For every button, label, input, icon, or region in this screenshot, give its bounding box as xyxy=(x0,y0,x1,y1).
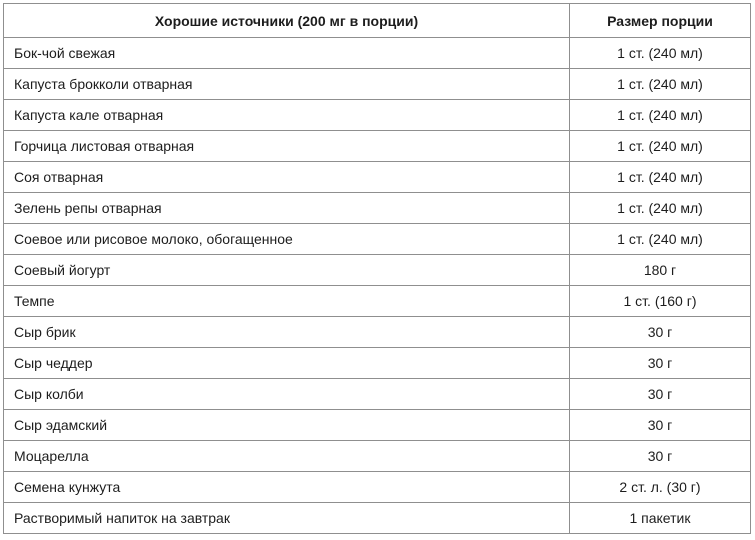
portion-size-cell: 1 ст. (160 г) xyxy=(570,286,751,317)
portion-size-cell: 1 ст. (240 мл) xyxy=(570,69,751,100)
food-name-cell: Семена кунжута xyxy=(4,472,570,503)
table-row xyxy=(4,69,751,100)
portion-size-cell: 2 ст. л. (30 г) xyxy=(570,472,751,503)
header-source: Хорошие источники (200 мг в порции) xyxy=(4,4,570,38)
portion-size-cell: 1 ст. (240 мл) xyxy=(570,162,751,193)
food-name-cell: Соевое или рисовое молоко, обогащенное xyxy=(4,224,570,255)
calcium-sources-table xyxy=(3,3,751,534)
portion-size-cell: 1 ст. (240 мл) xyxy=(570,131,751,162)
food-name-cell: Горчица листовая отварная xyxy=(4,131,570,162)
food-name-cell: Соя отварная xyxy=(4,162,570,193)
table-row xyxy=(4,503,751,534)
table-row xyxy=(4,255,751,286)
portion-size-cell: 30 г xyxy=(570,317,751,348)
table-row xyxy=(4,38,751,69)
portion-size-cell: 30 г xyxy=(570,348,751,379)
table-row xyxy=(4,410,751,441)
table-row xyxy=(4,441,751,472)
portion-size-cell: 30 г xyxy=(570,410,751,441)
table-row xyxy=(4,162,751,193)
table-header-row xyxy=(4,4,751,38)
table-row xyxy=(4,100,751,131)
food-name-cell: Моцарелла xyxy=(4,441,570,472)
header-portion: Размер порции xyxy=(570,4,751,38)
portion-size-cell: 1 ст. (240 мл) xyxy=(570,38,751,69)
table-row xyxy=(4,131,751,162)
table-row xyxy=(4,379,751,410)
table-row xyxy=(4,317,751,348)
portion-size-cell: 1 пакетик xyxy=(570,503,751,534)
table-row xyxy=(4,348,751,379)
portion-size-cell: 1 ст. (240 мл) xyxy=(570,100,751,131)
table-row xyxy=(4,472,751,503)
food-name-cell: Капуста кале отварная xyxy=(4,100,570,131)
table-row xyxy=(4,286,751,317)
food-name-cell: Сыр колби xyxy=(4,379,570,410)
food-name-cell: Сыр брик xyxy=(4,317,570,348)
table-row xyxy=(4,193,751,224)
food-name-cell: Соевый йогурт xyxy=(4,255,570,286)
food-name-cell: Бок-чой свежая xyxy=(4,38,570,69)
portion-size-cell: 1 ст. (240 мл) xyxy=(570,193,751,224)
food-name-cell: Сыр эдамский xyxy=(4,410,570,441)
table-row xyxy=(4,224,751,255)
portion-size-cell: 30 г xyxy=(570,441,751,472)
food-name-cell: Капуста брокколи отварная xyxy=(4,69,570,100)
food-name-cell: Сыр чеддер xyxy=(4,348,570,379)
food-name-cell: Зелень репы отварная xyxy=(4,193,570,224)
food-name-cell: Растворимый напиток на завтрак xyxy=(4,503,570,534)
food-name-cell: Темпе xyxy=(4,286,570,317)
portion-size-cell: 1 ст. (240 мл) xyxy=(570,224,751,255)
portion-size-cell: 180 г xyxy=(570,255,751,286)
portion-size-cell: 30 г xyxy=(570,379,751,410)
